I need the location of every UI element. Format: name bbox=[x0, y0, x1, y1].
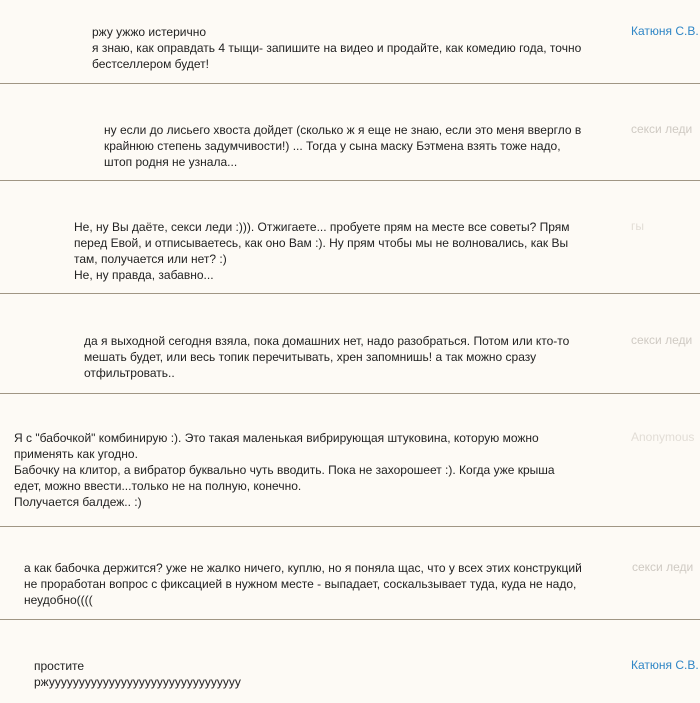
comment-text bbox=[34, 658, 241, 690]
comment-line: бестселлером будет! bbox=[92, 57, 209, 71]
comment-author-link[interactable]: секси леди bbox=[631, 122, 693, 136]
comment-line: ну если до лисьего хвоста дойдет (сколько ж я еще не знаю, если это меня ввергло в bbox=[104, 123, 582, 137]
comment-text bbox=[104, 122, 581, 170]
comment-line: Бабочку на клитор, а вибратор буквально чуть вводить. Пока не захорошеет :). Когда уже крыша bbox=[14, 463, 555, 477]
comment-line: мешать будет, или весь топик перечитывать, хрен запомнишь! а так можно сразу bbox=[84, 350, 537, 364]
comment-line: едет, можно ввести...только не на полную, конечно. bbox=[14, 479, 302, 493]
comment-author-link[interactable]: секси леди bbox=[631, 333, 693, 347]
comment bbox=[0, 84, 700, 181]
comment-text bbox=[92, 24, 581, 72]
comment-text bbox=[74, 219, 570, 283]
comment bbox=[0, 620, 700, 703]
comment-line: крайнюю степень задумчивости!) ... Тогда у сына маску Бэтмена взять тоже надо, bbox=[104, 139, 561, 153]
comment-line: не проработан вопрос с фиксацией в нужном месте - выпадает, соскальзывает туда, куда не надо, bbox=[24, 577, 577, 591]
comment-author-link[interactable]: Катюня С.В. bbox=[631, 658, 699, 672]
comment-line: Я с "бабочкой" комбинирую :). Это такая маленькая вибрирующая штуковина, которую можно bbox=[14, 431, 539, 445]
comment bbox=[0, 0, 700, 84]
comment-author-link[interactable]: Катюня С.В. bbox=[631, 24, 699, 38]
comment-author-link[interactable]: секси леди bbox=[632, 560, 694, 574]
comment-text bbox=[84, 333, 569, 381]
comment-line: Не, ну правда, забавно... bbox=[74, 268, 214, 282]
comment-line: а как бабочка держится? уже не жалко ничего, куплю, но я поняла щас, что у всех этих конструкций bbox=[24, 561, 582, 575]
comment-line: ржу ужжо истерично bbox=[92, 25, 207, 39]
comment-line: перед Евой, и отписываетесь, как оно Вам :). Ну прям чтобы мы не волновались, как Вы bbox=[74, 236, 569, 250]
comment-line: ржуууууууууууууууууууууууууууууууу bbox=[34, 675, 241, 689]
comment-line: отфильтровать.. bbox=[84, 366, 175, 380]
comment bbox=[0, 181, 700, 294]
comment-line: штоп родня не узнала... bbox=[104, 155, 238, 169]
comment-line: там, получается или нет? :) bbox=[74, 252, 227, 266]
comment-line: применять как угодно. bbox=[14, 447, 138, 461]
comment-author-link[interactable]: Anonymous bbox=[631, 430, 695, 444]
comment-author-link[interactable]: гы bbox=[631, 219, 645, 233]
comment-line: простите bbox=[34, 659, 85, 673]
comment bbox=[0, 527, 700, 620]
comment-line: неудобно(((( bbox=[24, 593, 93, 607]
comment-line: Не, ну Вы даёте, секси леди :))). Отжигаете... пробуете прям на месте все советы? Прям bbox=[74, 220, 570, 234]
comment bbox=[0, 394, 700, 527]
comment-line: Получается балдеж.. :) bbox=[14, 495, 142, 509]
comment-text bbox=[14, 430, 555, 510]
comment-line: я знаю, как оправдать 4 тыщи- запишите на видео и продайте, как комедию года, точно bbox=[92, 41, 582, 55]
comment-line: да я выходной сегодня взяла, пока домашних нет, надо разобраться. Потом или кто-то bbox=[84, 334, 570, 348]
comment bbox=[0, 294, 700, 394]
comment-text bbox=[24, 560, 582, 608]
